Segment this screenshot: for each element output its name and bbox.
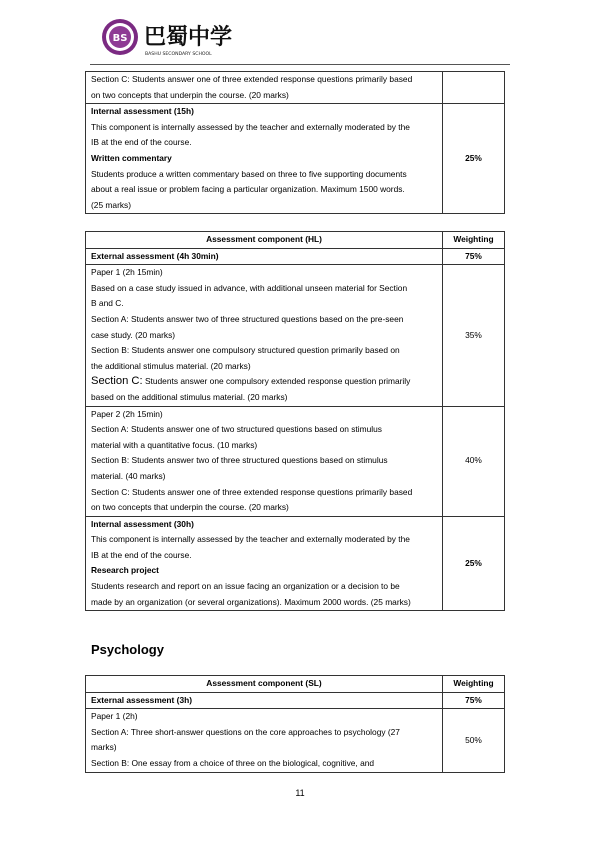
- weighting-cell: 40%: [443, 406, 505, 516]
- weighting-header: Weighting: [443, 232, 505, 249]
- cell-line: Students produce a written commentary based on three to five supporting documents: [91, 168, 407, 179]
- weighting-cell: 35%: [443, 265, 505, 406]
- cell-line: Paper 1 (2h): [91, 711, 138, 722]
- component-cell: [86, 709, 443, 772]
- component-cell: [86, 104, 443, 214]
- cell-line: Internal assessment (15h): [91, 106, 194, 117]
- cell-line: based on the additional stimulus material. (20 marks): [91, 391, 288, 402]
- svg-text:BS: BS: [112, 33, 128, 44]
- cell-line: Section B: Students answer one compulsory structured question primarily based on: [91, 345, 400, 356]
- cell-line: Section A: Students answer one of two structured questions based on stimulus: [91, 424, 382, 435]
- cell-line: B and C.: [91, 298, 124, 309]
- cell-line: on two concepts that underpin the course. (20 marks): [91, 89, 289, 100]
- cell-line: IB at the end of the course.: [91, 549, 192, 560]
- component-header: Assessment component (HL): [86, 232, 443, 249]
- cell-line: This component is internally assessed by the teacher and externally moderated by the: [91, 121, 410, 132]
- weighting-cell: [443, 72, 505, 104]
- cell-line: material. (40 marks): [91, 470, 166, 481]
- business-hl-table: [85, 231, 505, 611]
- cell-line: about a real issue or problem facing a particular organization. Maximum 1500 words.: [91, 184, 405, 195]
- page-number: 11: [295, 788, 305, 798]
- business-sl-table-continued: [85, 71, 505, 214]
- component-cell: [86, 516, 443, 611]
- school-logo: [98, 14, 278, 60]
- component-cell: [86, 265, 443, 406]
- table-row: [86, 709, 505, 772]
- cell-line: marks): [91, 742, 117, 753]
- table-header-row: [86, 232, 505, 249]
- component-cell: [86, 72, 443, 104]
- cell-line: the additional stimulus material. (20 marks): [91, 360, 251, 371]
- cell-line: made by an organization (or several organizations). Maximum 2000 words. (25 marks): [91, 596, 411, 607]
- weighting-header: Weighting: [443, 676, 505, 693]
- cell-line: IB at the end of the course.: [91, 137, 192, 148]
- page-header: [90, 10, 510, 66]
- line-rest: Students answer one compulsory extended response question primarily: [142, 376, 411, 387]
- weighting-cell: 25%: [443, 516, 505, 611]
- cell-line: Students research and report on an issue facing an organization or a decision to be: [91, 581, 400, 592]
- external-assessment-label: External assessment (3h): [86, 692, 443, 709]
- component-header: Assessment component (SL): [86, 676, 443, 693]
- weighting-cell: 25%: [443, 104, 505, 214]
- cell-line: Paper 1 (2h 15min): [91, 267, 163, 278]
- table-row: [86, 406, 505, 516]
- table-row: [86, 104, 505, 214]
- line-lead: Section C:: [91, 375, 143, 388]
- cell-line: Section B: One essay from a choice of three on the biological, cognitive, and: [91, 757, 375, 768]
- psychology-sl-table: [85, 675, 505, 773]
- table-header-row: [86, 676, 505, 693]
- svg-text:巴蜀中学: 巴蜀中学: [144, 24, 233, 50]
- header-rule: [90, 64, 510, 65]
- cell-line: (25 marks): [91, 199, 132, 210]
- external-assessment-weight: 75%: [443, 692, 505, 709]
- cell-line: Research project: [91, 565, 159, 576]
- weighting-cell: 50%: [443, 709, 505, 772]
- cell-line: Section B: Students answer two of three structured questions based on stimulus: [91, 455, 388, 466]
- cell-line: case study. (20 marks): [91, 329, 176, 340]
- component-cell: [86, 406, 443, 516]
- external-assessment-label: External assessment (4h 30min): [86, 248, 443, 265]
- table-row: [86, 516, 505, 611]
- external-assessment-row: [86, 248, 505, 265]
- cell-line: Paper 2 (2h 15min): [91, 408, 163, 419]
- cell-line: Written commentary: [91, 152, 172, 163]
- cell-line: Section C: Students answer one of three extended response questions primarily based: [91, 486, 413, 497]
- cell-line: material with a quantitative focus. (10 marks): [91, 439, 258, 450]
- table-row: [86, 265, 505, 406]
- cell-line: Section A: Students answer two of three structured questions based on the pre-seen: [91, 313, 404, 324]
- cell-line: Based on a case study issued in advance, with additional unseen material for Section: [91, 282, 408, 293]
- section-title: Psychology: [91, 642, 164, 657]
- external-assessment-weight: 75%: [443, 248, 505, 265]
- table-row: [86, 72, 505, 104]
- cell-line: on two concepts that underpin the course. (20 marks): [91, 502, 289, 513]
- cell-line: Section A: Three short-answer questions on the core approaches to psychology (27: [91, 726, 400, 737]
- external-assessment-row: [86, 692, 505, 709]
- cell-line: Section C: Students answer one of three extended response questions primarily based: [91, 74, 413, 84]
- cell-line: This component is internally assessed by the teacher and externally moderated by the: [91, 534, 410, 545]
- svg-text:BASHU SECONDARY SCHOOL: BASHU SECONDARY SCHOOL: [145, 52, 212, 57]
- cell-line: Internal assessment (30h): [91, 518, 194, 529]
- cell-line: [91, 374, 437, 390]
